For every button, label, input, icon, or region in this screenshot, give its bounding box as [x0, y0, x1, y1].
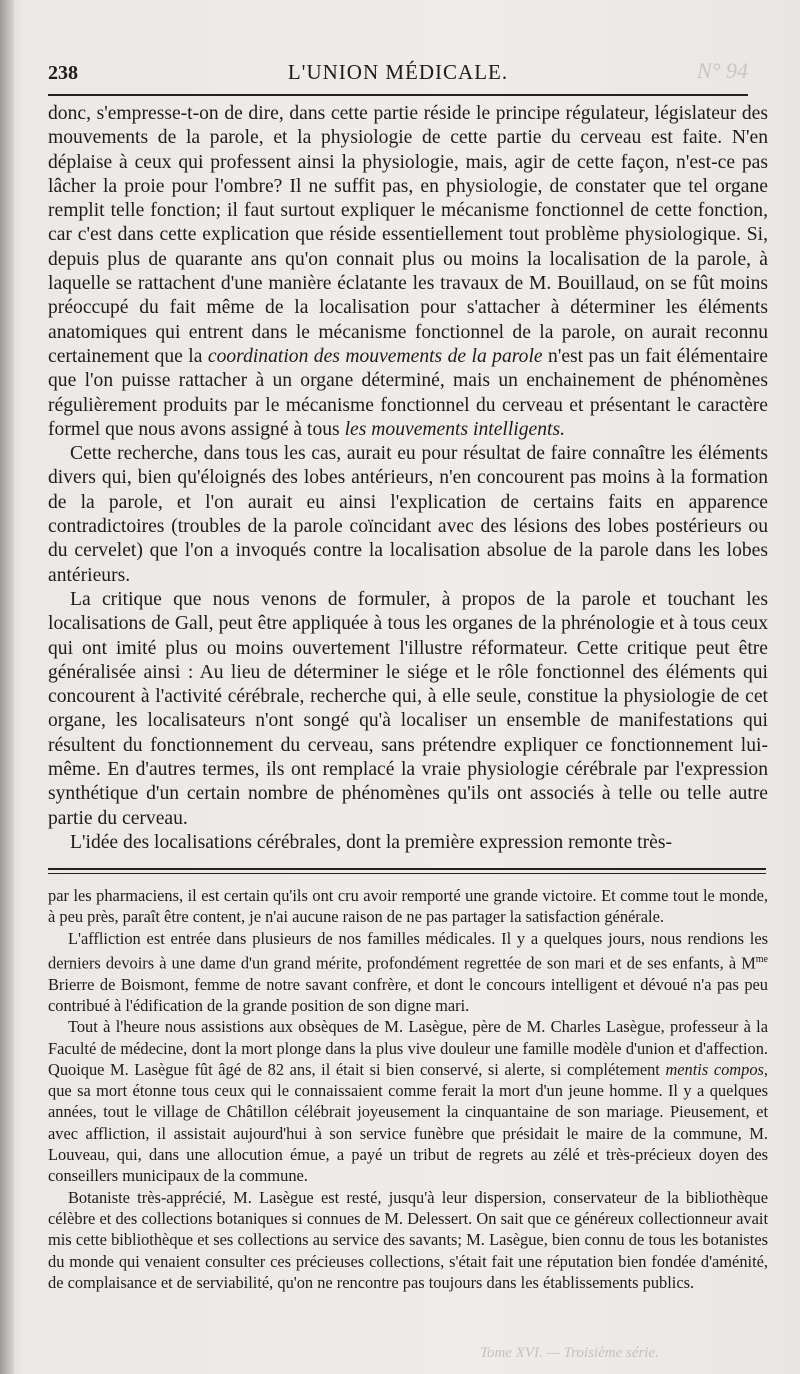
superscript-me: me [755, 953, 768, 965]
show-through-footer: Tome XVI. — Troisième série. [480, 1345, 659, 1361]
paragraph-3: La critique que nous venons de formuler, à propos de la parole et touchant les localisations de Gall, peut être appliquée à tous les organes de la phrénologie et à tous ceux qui ont imité plus ou moins ouvertement l'illustre réformateur. Cette critique peut être généralisée ainsi : Au lieu de déterminer le siége et le rôle fonctionnel des éléments qui concourent à l'activité cérébrale, recherche qui, à elle seule, constitue la physiologie de cet organe, les localisateurs n'ont songé qu'à localiser un ensemble de manifestations qui résultent du fonctionnement du cerveau, sans prétendre expliquer ce fonctionnement lui-même. En d'autres termes, ils ont remplacé la vraie physiologie cérébrale par l'expression synthétique d'un certain nombre de phénomènes qu'ils ont associés à telle ou telle autre partie du cerveau. [48, 588, 768, 829]
feuilleton-paragraph-2 [48, 928, 768, 1017]
page-header [48, 58, 748, 90]
running-head: L'UNION MÉDICALE. [287, 60, 509, 84]
feuilleton-paragraph-4: Botaniste très-apprécié, M. Lasègue est resté, jusqu'à leur dispersion, conservateur de la bibliothèque célèbre et des collections botaniques si connues de M. Delessert. On sait que ce généreux collectionneur avait mis cette bibliothèque et ses collections au service des savants; M. Lasègue, bien connu de tous les botanistes du monde qui venaient consulter ces précieuses collections, s'était fait une réputation bien fondée d'aménité, de complaisance et de serviabilité, qu'on ne rencontre pas toujours dans les établissements publics. [48, 1187, 768, 1292]
feuilleton-paragraph-3 [48, 1016, 768, 1186]
page-number: 238 [48, 62, 78, 84]
feuilleton-paragraph-3-text-a: Tout à l'heure nous assistions aux obsèques de M. Lasègue, père de M. Charles Lasègue, professeur à la Faculté de médecine, dont la mort plonge dans la plus vive douleur une famille modèle d'union et d'affection. Quoique M. Lasègue fût âgé de 82 ans, il était si bien conservé, si alerte, si complétement [48, 1017, 768, 1079]
feuilleton-paragraph-2-text-b: Brierre de Boismont, femme de notre savant confrère, et dont le concours intelligent et dévoué n'a pas peu contribué à l'édification de la grande position de son digne mari. [48, 974, 768, 1015]
feuilleton-text [48, 885, 768, 1293]
main-text [48, 102, 768, 855]
binding-edge [0, 0, 14, 1374]
paragraph-1-text-b: n'est pas un fait élémentaire que l'on puisse rattacher à un organe déterminé, mais un enchainement de phénomènes régulièrement produits par le mécanisme fonctionnel du cerveau et présentant le caractère formel que nous avons assigné à tous [48, 345, 768, 440]
paragraph-1-text-a: donc, s'empresse-t-on de dire, dans cette partie réside le principe régulateur, législateur des mouvements de la parole, et la physiologie de cette partie du cerveau est faite. N'en déplaise à ceux qui professent ainsi la physiologie, mais, agir de cette façon, n'est-ce pas lâcher la proie pour l'ombre? Il ne suffit pas, en physiologie, de constater que tel organe remplit telle fonction; il faut surtout expliquer le mécanisme fonctionnel de cette fonction, car c'est dans cette explication que réside essentiellement tout problème physiologique. Si, depuis plus de quarante ans qu'on connait plus ou moins la localisation de la parole, à laquelle se rattachent d'une manière éclatante les travaux de M. Bouillaud, on se fût moins préoccupé du fait même de la localisation pour s'attacher à déterminer les éléments anatomiques qui entrent dans le mécanisme fonctionnel de la parole, on aurait reconnu certainement que la [48, 103, 768, 367]
feuilleton-paragraph-2-text-a: L'affliction est entrée dans plusieurs de nos familles médicales. Il y a quelques jours, nous rendions les derniers devoirs à une dame d'un grand mérite, profondément regrettée de son mari et de ses enfants, à M [48, 928, 768, 973]
feuilleton-paragraph-3-emphasis: mentis compos, [665, 1059, 768, 1079]
paragraph-2: Cette recherche, dans tous les cas, aurait eu pour résultat de faire connaître les éléments divers qui, bien qu'éloignés des lobes antérieurs, n'en concourent pas moins à la formation de la parole, et l'on aurait eu ainsi l'explication de certains faits en apparence contradictoires (troubles de la parole coïncidant avec des lésions des lobes postérieurs ou du cervelet) que l'on a invoqués contre la localisation absolue de la parole dans les lobes antérieurs. [48, 443, 768, 586]
feuilleton-rule-upper [48, 868, 766, 870]
feuilleton-paragraph-3-text-b: que sa mort étonne tous ceux qui le connaissaient comme ferait la mort d'un jeune homme. Il y a quelques années, tout le village de Châtillon célébrait joyeusement la cinquantaine de son mariage. Pieusement, et avec affliction, il assistait aujourd'hui à son service funèbre que présidait le maire de la commune, M. Louveau, qui, dans une allocution émue, a payé un tribut de regrets au zélé et très-précieux doyen des conseillers municipaux de la commune. [48, 1081, 768, 1186]
paragraph-1 [48, 102, 768, 442]
paragraph-1-emphasis-1: coordination des mouvements de la parole [207, 345, 543, 367]
feuilleton-paragraph-1: par les pharmaciens, il est certain qu'ils ont cru avoir remporté une grande victoire. Et comme tout le monde, à peu près, paraît être content, je n'ai aucune raison de ne pas partager la satisfaction générale. [48, 886, 768, 927]
header-rule [48, 94, 748, 96]
paragraph-4: L'idée des localisations cérébrales, dont la première expression remonte très- [70, 831, 672, 853]
paragraph-1-emphasis-2: les mouvements intelligents. [344, 418, 565, 440]
feuilleton-rule-lower [48, 873, 766, 874]
issue-mark: N° 94 [697, 58, 748, 83]
